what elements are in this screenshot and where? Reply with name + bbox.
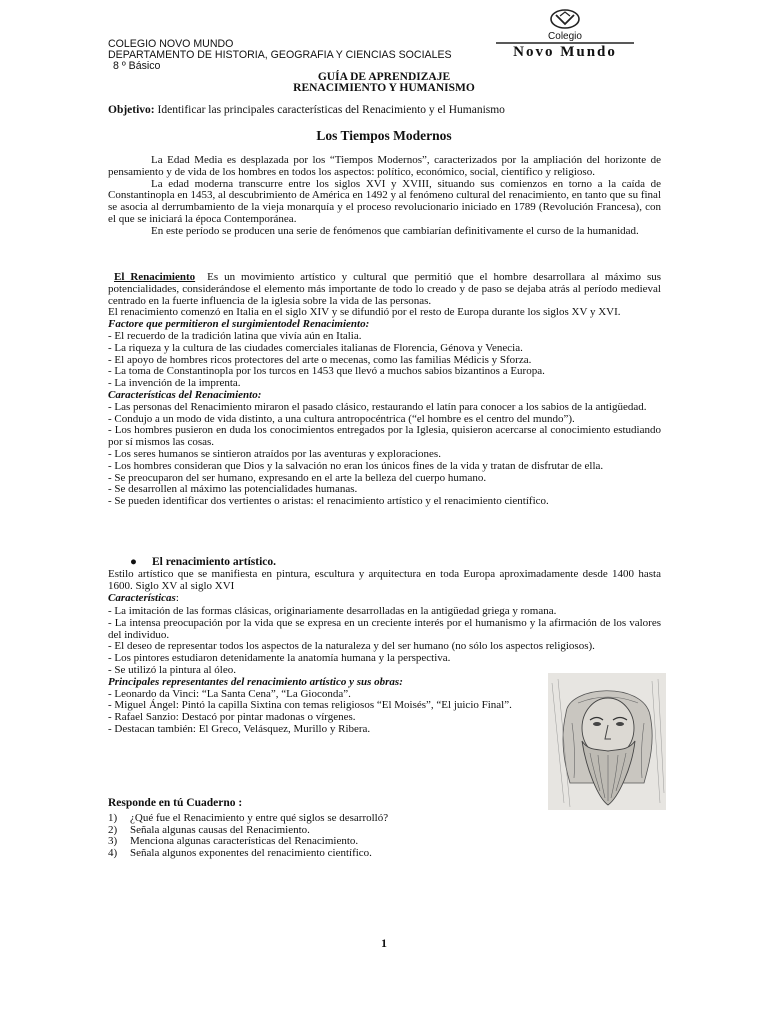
homework-question: 2) Señala algunas causas del Renacimiento. xyxy=(108,823,310,836)
section-title: Los Tiempos Modernos xyxy=(316,128,452,143)
characteristic-item: - Los hombres consideran que Dios y la salvación no eran los únicos fines de la vida y tratan de disfrutar de ella. xyxy=(108,459,604,472)
page-number: 1 xyxy=(381,936,387,950)
characteristic-item: - Se preocuparon del ser humano, expresando en el arte la belleza del cuerpo humano. xyxy=(108,471,487,484)
renacimiento-definition-text: Es un movimiento artístico y cultural que permitió que el hombre desarrollara al máximo sus potencialidades, considerándose el elemento más importante de todo lo creado y de paso se dejaba atrás al período medieval centrado en la fuerte influencia de la iglesia sobre la vida de las personas. xyxy=(108,271,662,307)
characteristic-item: - Los seres humanos se sintieron atraídos por las aventuras y exploraciones. xyxy=(108,447,441,460)
logo-text-top: Colegio xyxy=(548,31,582,42)
representative-item: - Leonardo da Vinci: “La Santa Cena”, “La Gioconda”. xyxy=(108,687,351,700)
factor-item: - La invención de la imprenta. xyxy=(108,377,241,390)
homework-section xyxy=(108,798,508,860)
department-name: DEPARTAMENTO DE HISTORIA, GEOGRAFIA Y CIENCIAS SOCIALES xyxy=(108,49,452,61)
homework-question: 4) Señala algunos exponentes del renacimiento científico. xyxy=(108,847,372,860)
renacimiento-origin: El renacimiento comenzó en Italia en el siglo XIV y se difundió por el resto de Europa durante los siglos XV y XVI. xyxy=(108,306,621,319)
school-logo xyxy=(494,6,636,58)
representative-item: - Rafael Sanzio: Destacó por pintar madonas o vírgenes. xyxy=(108,711,356,724)
artistic-intro-text: Estilo artístico que se manifiesta en pintura, escultura y arquitectura en toda Europa aproximadamente desde 1400 hasta 1600. Siglo XV al siglo XVI xyxy=(108,568,661,592)
grade-label: 8 º Básico xyxy=(113,60,161,72)
bullet-icon: ● xyxy=(130,556,137,568)
renacimiento-term: El Renacimiento xyxy=(113,271,196,283)
characteristic-item: - Se pueden identificar dos vertientes o aristas: el renacimiento artístico y el renacimiento científico. xyxy=(108,495,549,508)
factor-item: - La toma de Constantinopla por los turcos en 1453 que llevó a muchos sabios bizantinos a Europa. xyxy=(108,365,545,378)
homework-question: 1) ¿Qué fue el Renacimiento y entre qué siglos se desarrolló? xyxy=(108,811,389,824)
artistic-characteristic-item: - La intensa preocupación por la vida que se expresa en un creciente interés por el humanismo y la afirmación de los valores del individuo. xyxy=(108,616,661,641)
representative-item: - Destacan también: El Greco, Velásquez, Murillo y Ribera. xyxy=(108,722,371,735)
artistic-characteristic-item: - Los pintores estudiaron detenidamente la anatomía humana y la perspectiva. xyxy=(108,652,451,665)
representatives-heading: Principales representantes del renacimiento artístico y sus obras: xyxy=(108,675,403,688)
objective-line xyxy=(108,104,505,117)
logo-emblem-icon xyxy=(551,10,579,28)
renacimiento-definition xyxy=(108,272,661,307)
artistic-characteristic-item: - La imitación de las formas clásicas, originariamente desarrolladas en la antigüedad griega y romana. xyxy=(108,605,557,617)
characteristic-item: - Se desarrollen al máximo las potencialidades humanas. xyxy=(108,483,358,496)
intro-paragraph: La edad moderna transcurre entre los siglos XVI y XVIII, situando sus comienzos en torno a la caída de Constantinopla en 1453, al descubrimiento de América en 1492 y al fenómeno cultural del renacimiento, en tanto que su final se asocia al derrumbamiento de la vieja monarquía y el proceso revolucionario iniciado en 1789 (Revolución Francesa), con el que se iniciará la época Contemporánea. xyxy=(108,177,661,225)
characteristic-item: - Condujo a un modo de vida distinto, a una cultura antropocéntrica (“el hombre es el centro del mundo”). xyxy=(108,412,575,425)
characteristics-heading: Características del Renacimiento: xyxy=(108,388,262,401)
homework-heading: Responde en tú Cuaderno : xyxy=(108,797,243,809)
factor-item: - La riqueza y la cultura de las ciudades comerciales italianas de Florencia, Génova y Venecia. xyxy=(108,341,523,354)
factor-item: - El recuerdo de la tradición latina que vivía aún en Italia. xyxy=(108,329,362,342)
characteristic-item: - Las personas del Renacimiento miraron el pasado clásico, restaurando el latín para conocer a los sabios de la antigüedad. xyxy=(108,400,647,413)
objective-label: Objetivo: xyxy=(108,104,155,116)
factor-item: - El apoyo de hombres ricos protectores del arte o mecenas, como las familias Médicis y Sforza. xyxy=(108,353,532,366)
characteristic-item: - Los hombres pusieron en duda los conocimientos entregados por la Iglesia, quisieron acercarse al conocimiento estudiando por sí mismos las cosas. xyxy=(108,424,661,449)
intro-paragraph: La Edad Media es desplazada por los “Tiempos Modernos”, caracterizados por la ampliación del horizonte de pensamiento y de vida de los hombres en todos los aspectos: político, económico, social, científico y religioso. xyxy=(108,154,661,178)
logo-text-bottom: Novo Mundo xyxy=(513,44,617,58)
intro-paragraph: En este período se producen una serie de fenómenos que cambiarían definitivamente el curso de la humanidad. xyxy=(151,224,639,237)
representative-item: - Miguel Ángel: Pintó la capilla Sixtina con temas religiosos “El Moisés”, “El juicio Final”. xyxy=(108,699,512,712)
renacimiento-section xyxy=(108,272,661,508)
artistic-intro xyxy=(108,569,661,604)
artistic-characteristic-item: - El deseo de representar todos los aspectos de la naturaleza y del ser humano (no sólo los aspectos religiosos). xyxy=(108,640,595,653)
leonardo-portrait-image xyxy=(548,673,666,810)
artistic-narrow-column xyxy=(108,653,521,736)
factors-heading: Factore que permitieron el surgimientodel Renacimiento: xyxy=(108,318,370,331)
objective-text: Identificar las principales características del Renacimiento y el Humanismo xyxy=(154,104,505,116)
guide-title: GUÍA DE APRENDIZAJE xyxy=(317,71,451,83)
guide-subtitle: RENACIMIENTO Y HUMANISMO xyxy=(293,82,475,94)
homework-question: 3) Menciona algunas características del Renacimiento. xyxy=(108,835,359,848)
intro-section xyxy=(108,155,661,238)
artistic-characteristics-heading: Características: xyxy=(108,591,179,604)
school-name: COLEGIO NOVO MUNDO xyxy=(108,38,234,50)
artistic-heading-text: El renacimiento artístico. xyxy=(152,556,277,568)
artistic-characteristic-item: - Se utilizó la pintura al óleo. xyxy=(108,663,236,676)
